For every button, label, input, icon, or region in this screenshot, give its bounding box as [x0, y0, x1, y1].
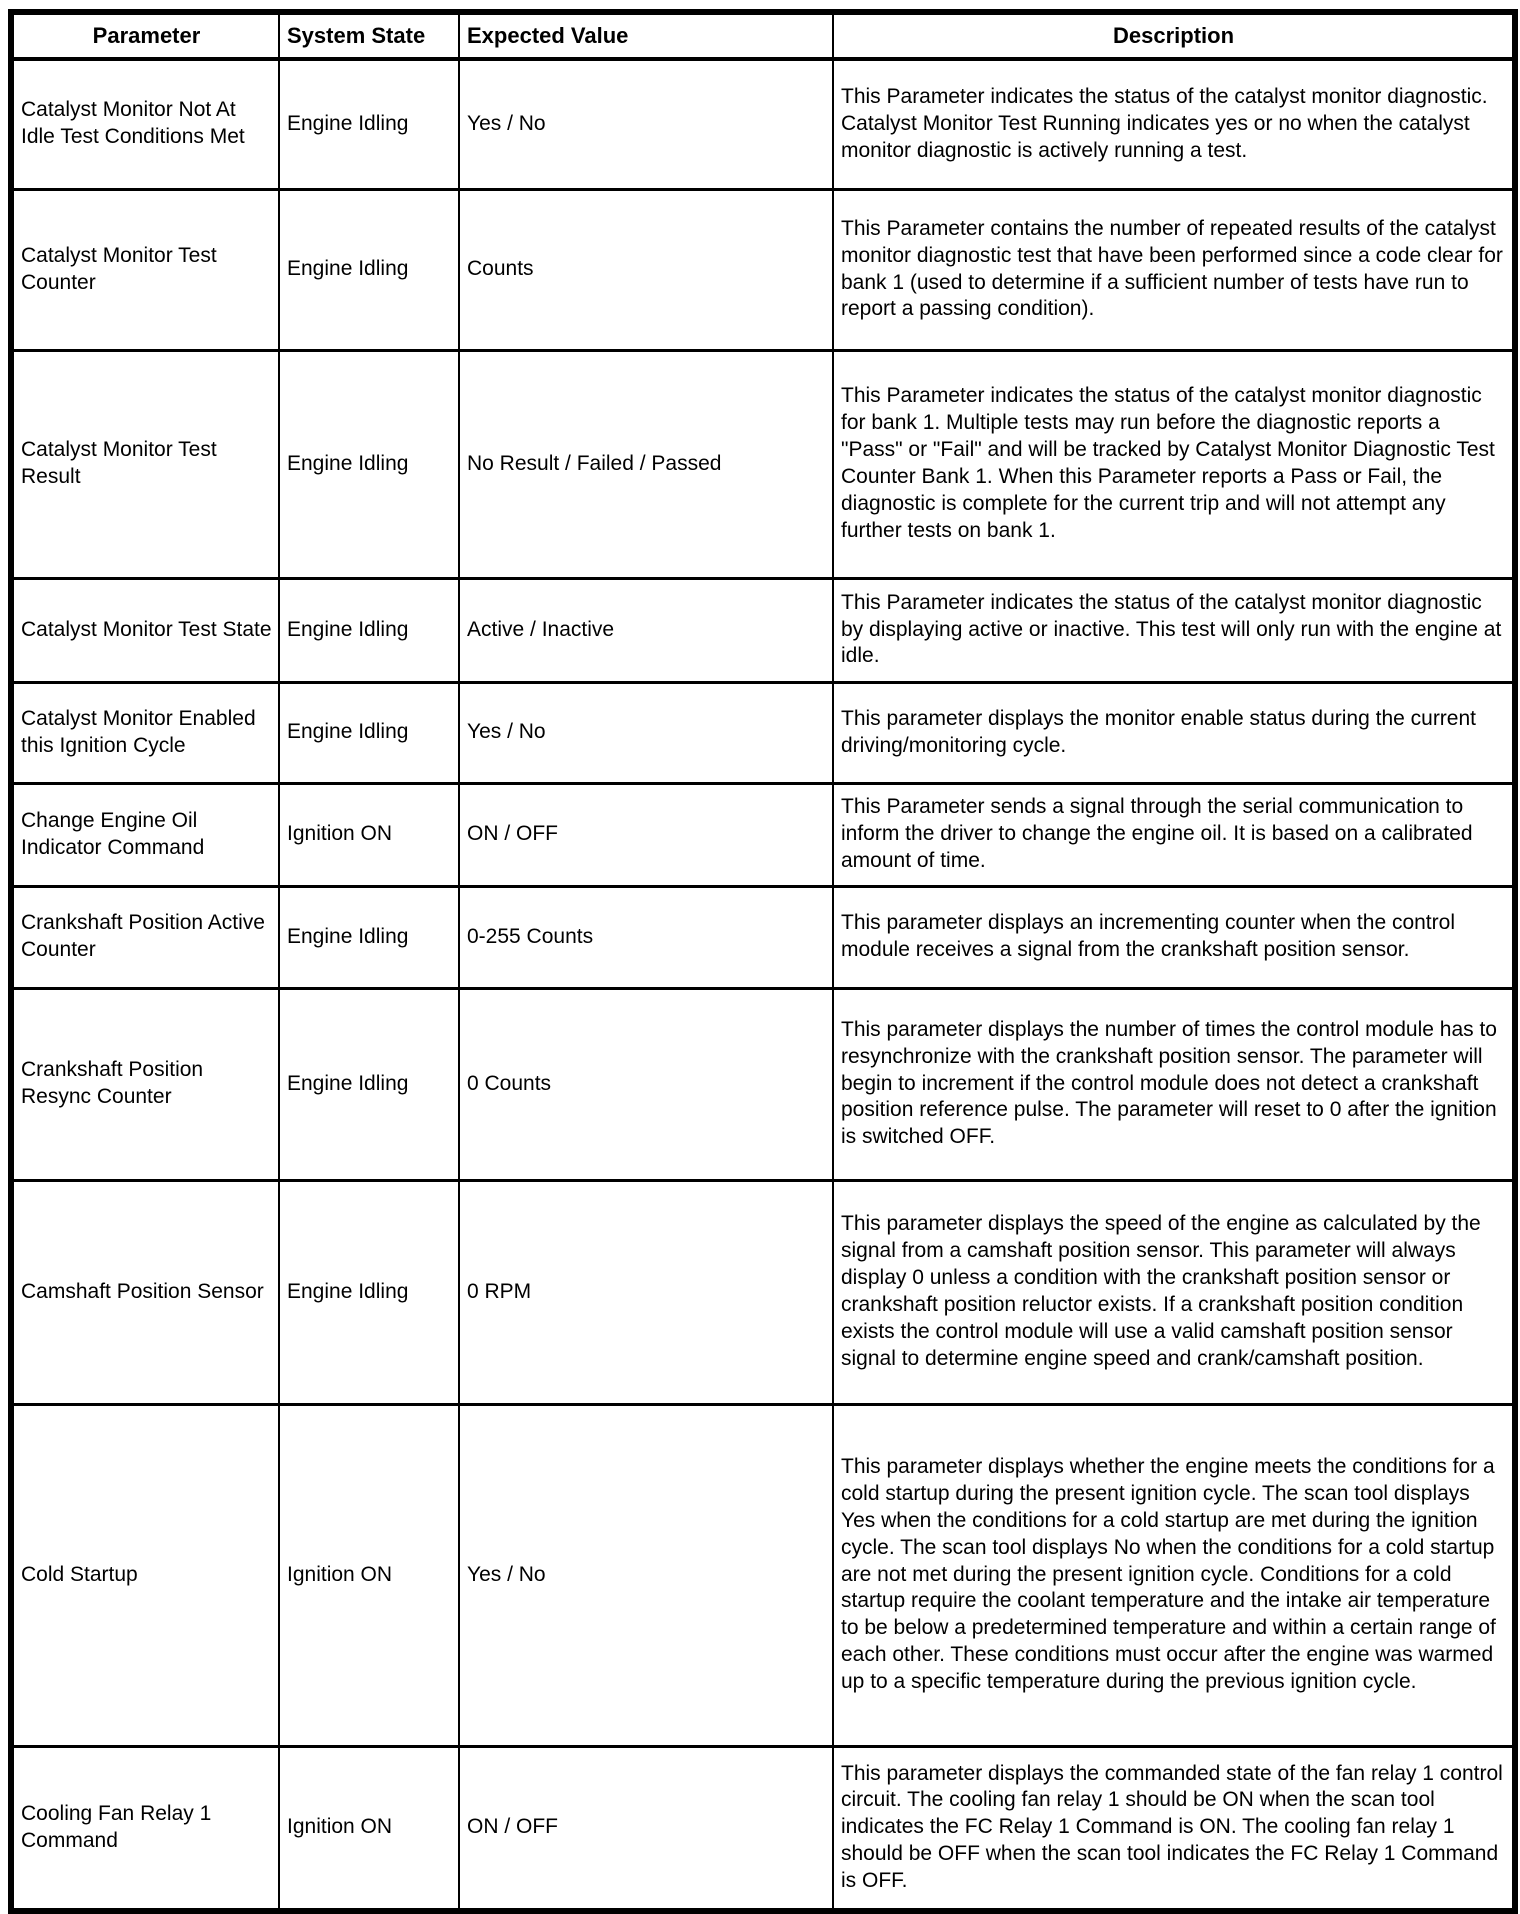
cell-description: This parameter displays whether the engine meets the conditions for a cold startup during the present ignition cycle. The scan tool displays Yes when the conditions for a cold startup are met during the ignition cycle. The scan tool displays No when the conditions for a cold startup are not met during the present ignition cycle. Conditions for a cold startup require the coolant temperature and the intake air temperature to be below a predetermined temperature and within a certain range of each other. These conditions must occur after the engine was warmed up to a specific temperature during the previous ignition cycle. [833, 1404, 1515, 1746]
header-row [11, 12, 1515, 59]
cell-description: This Parameter indicates the status of the catalyst monitor diagnostic by displaying active or inactive. This test will only run with the engine at idle. [833, 578, 1515, 682]
cell-expected-value: ON / OFF [459, 1746, 833, 1911]
cell-parameter: Catalyst Monitor Test Result [11, 350, 279, 578]
table-row [11, 886, 1515, 988]
table-row [11, 1180, 1515, 1404]
cell-expected-value: Yes / No [459, 59, 833, 189]
cell-system-state: Engine Idling [279, 988, 459, 1180]
cell-expected-value: Counts [459, 189, 833, 350]
cell-description: This parameter displays the number of times the control module has to resynchronize with the crankshaft position sensor. The parameter will begin to increment if the control module does not detect a crankshaft position reference pulse. The parameter will reset to 0 after the ignition is switched OFF. [833, 988, 1515, 1180]
table-row [11, 59, 1515, 189]
cell-expected-value: ON / OFF [459, 783, 833, 886]
cell-system-state: Engine Idling [279, 682, 459, 783]
cell-system-state: Engine Idling [279, 886, 459, 988]
cell-parameter: Cold Startup [11, 1404, 279, 1746]
cell-parameter: Change Engine Oil Indicator Command [11, 783, 279, 886]
cell-expected-value: 0 Counts [459, 988, 833, 1180]
cell-system-state: Engine Idling [279, 350, 459, 578]
table-row [11, 783, 1515, 886]
table-body [11, 59, 1515, 1911]
table-row [11, 988, 1515, 1180]
cell-parameter: Crankshaft Position Resync Counter [11, 988, 279, 1180]
cell-description: This parameter displays the commanded state of the fan relay 1 control circuit. The cooling fan relay 1 should be ON when the scan tool indicates the FC Relay 1 Command is ON. The cooling fan relay 1 should be OFF when the scan tool indicates the FC Relay 1 Command is OFF. [833, 1746, 1515, 1911]
cell-description: This parameter displays an incrementing counter when the control module receives a signal from the crankshaft position sensor. [833, 886, 1515, 988]
cell-expected-value: Yes / No [459, 682, 833, 783]
cell-system-state: Ignition ON [279, 783, 459, 886]
table-row [11, 578, 1515, 682]
cell-description: This parameter displays the speed of the engine as calculated by the signal from a camshaft position sensor. This parameter will always display 0 unless a condition with the crankshaft position sensor or crankshaft position reluctor exists. If a crankshaft position condition exists the control module will use a valid camshaft position sensor signal to determine engine speed and crank/camshaft position. [833, 1180, 1515, 1404]
cell-description: This Parameter indicates the status of the catalyst monitor diagnostic for bank 1. Multiple tests may run before the diagnostic reports a "Pass" or "Fail" and will be tracked by Catalyst Monitor Diagnostic Test Counter Bank 1. When this Parameter reports a Pass or Fail, the diagnostic is complete for the current trip and will not attempt any further tests on bank 1. [833, 350, 1515, 578]
cell-system-state: Ignition ON [279, 1746, 459, 1911]
parameter-table [8, 9, 1518, 1914]
cell-description: This parameter displays the monitor enable status during the current driving/monitoring cycle. [833, 682, 1515, 783]
column-header-system-state: System State [279, 12, 459, 59]
cell-parameter: Camshaft Position Sensor [11, 1180, 279, 1404]
cell-expected-value: Yes / No [459, 1404, 833, 1746]
cell-system-state: Engine Idling [279, 578, 459, 682]
cell-expected-value: 0-255 Counts [459, 886, 833, 988]
table-row [11, 682, 1515, 783]
cell-expected-value: No Result / Failed / Passed [459, 350, 833, 578]
cell-parameter: Cooling Fan Relay 1 Command [11, 1746, 279, 1911]
table-row [11, 189, 1515, 350]
cell-parameter: Catalyst Monitor Not At Idle Test Conditions Met [11, 59, 279, 189]
table-row [11, 1746, 1515, 1911]
cell-system-state: Engine Idling [279, 1180, 459, 1404]
column-header-description: Description [833, 12, 1515, 59]
column-header-parameter: Parameter [11, 12, 279, 59]
cell-expected-value: Active / Inactive [459, 578, 833, 682]
cell-expected-value: 0 RPM [459, 1180, 833, 1404]
cell-system-state: Ignition ON [279, 1404, 459, 1746]
cell-system-state: Engine Idling [279, 59, 459, 189]
cell-parameter: Catalyst Monitor Test Counter [11, 189, 279, 350]
cell-description: This Parameter sends a signal through the serial communication to inform the driver to change the engine oil. It is based on a calibrated amount of time. [833, 783, 1515, 886]
cell-parameter: Catalyst Monitor Enabled this Ignition Cycle [11, 682, 279, 783]
table-row [11, 350, 1515, 578]
cell-description: This Parameter indicates the status of the catalyst monitor diagnostic. Catalyst Monitor Test Running indicates yes or no when the catalyst monitor diagnostic is actively running a test. [833, 59, 1515, 189]
table-row [11, 1404, 1515, 1746]
column-header-expected-value: Expected Value [459, 12, 833, 59]
cell-system-state: Engine Idling [279, 189, 459, 350]
cell-parameter: Crankshaft Position Active Counter [11, 886, 279, 988]
cell-description: This Parameter contains the number of repeated results of the catalyst monitor diagnostic test that have been performed since a code clear for bank 1 (used to determine if a sufficient number of tests have run to report a passing condition). [833, 189, 1515, 350]
cell-parameter: Catalyst Monitor Test State [11, 578, 279, 682]
